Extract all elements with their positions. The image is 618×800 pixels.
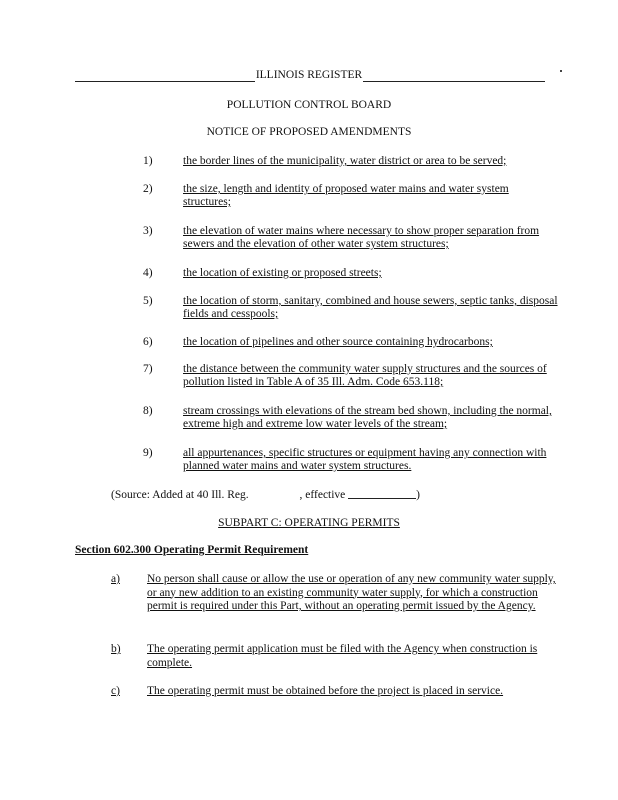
margin-mark <box>560 70 562 72</box>
header-rule-left <box>75 81 255 82</box>
section-item-text: The operating permit must be obtained before the project is placed in service. <box>147 685 504 697</box>
list-number: 5) <box>143 295 153 307</box>
section-heading: Section 602.300 Operating Permit Requirement <box>75 544 309 556</box>
list-item-text: the distance between the community water supply structures and the sources of pollution listed in Table A of 35 Ill. Adm. Code 653.118; <box>183 363 547 388</box>
section-item-text: The operating permit application must be filed with the Agency when construction is complete. <box>147 643 538 669</box>
list-number: 8) <box>143 405 153 417</box>
list-item-text: the border lines of the municipality, water district or area to be served; <box>183 155 507 167</box>
source-blank-2 <box>348 498 416 499</box>
list-item-text: the elevation of water mains where necessary to show proper separation from sewers and the elevation of other water system structures; <box>183 225 540 250</box>
list-number: 6) <box>143 336 153 348</box>
list-number: 2) <box>143 183 153 195</box>
notice-title: NOTICE OF PROPOSED AMENDMENTS <box>206 126 412 138</box>
list-number: 9) <box>143 447 153 459</box>
source-close: ) <box>416 489 421 501</box>
source-line <box>111 489 420 501</box>
section-item-letter: c) <box>111 685 120 697</box>
section-item-letter: b) <box>111 643 121 655</box>
board-title: POLLUTION CONTROL BOARD <box>226 99 392 111</box>
list-number: 3) <box>143 225 153 237</box>
register-title: ILLINOIS REGISTER <box>255 69 363 81</box>
source-middle: , effective <box>299 489 349 501</box>
source-prefix: (Source: Added at 40 Ill. Reg. <box>111 489 252 501</box>
list-item-text: the location of existing or proposed streets; <box>183 267 382 279</box>
subpart-title: SUBPART C: OPERATING PERMITS <box>218 517 400 529</box>
section-item-text: No person shall cause or allow the use or operation of any new community water supply, or any new addition to an existing community water supply, for which a construction permit is required under this Part, without an operating permit issued by the Agency. <box>147 573 556 612</box>
list-number: 1) <box>143 155 153 167</box>
section-item-letter: a) <box>111 573 120 585</box>
list-item-text: the location of pipelines and other source containing hydrocarbons; <box>183 336 493 348</box>
list-item-text: the location of storm, sanitary, combined and house sewers, septic tanks, disposal fields and cesspools; <box>183 295 558 320</box>
list-item-text: stream crossings with elevations of the stream bed shown, including the normal, extreme high and extreme low water levels of the stream; <box>183 405 552 430</box>
header-rule-right <box>363 81 545 82</box>
list-item-text: the size, length and identity of proposed water mains and water system structures; <box>183 183 509 208</box>
list-item-text: all appurtenances, specific structures or equipment having any connection with planned water mains and water system structures. <box>183 447 547 472</box>
list-number: 4) <box>143 267 153 279</box>
list-number: 7) <box>143 363 153 375</box>
